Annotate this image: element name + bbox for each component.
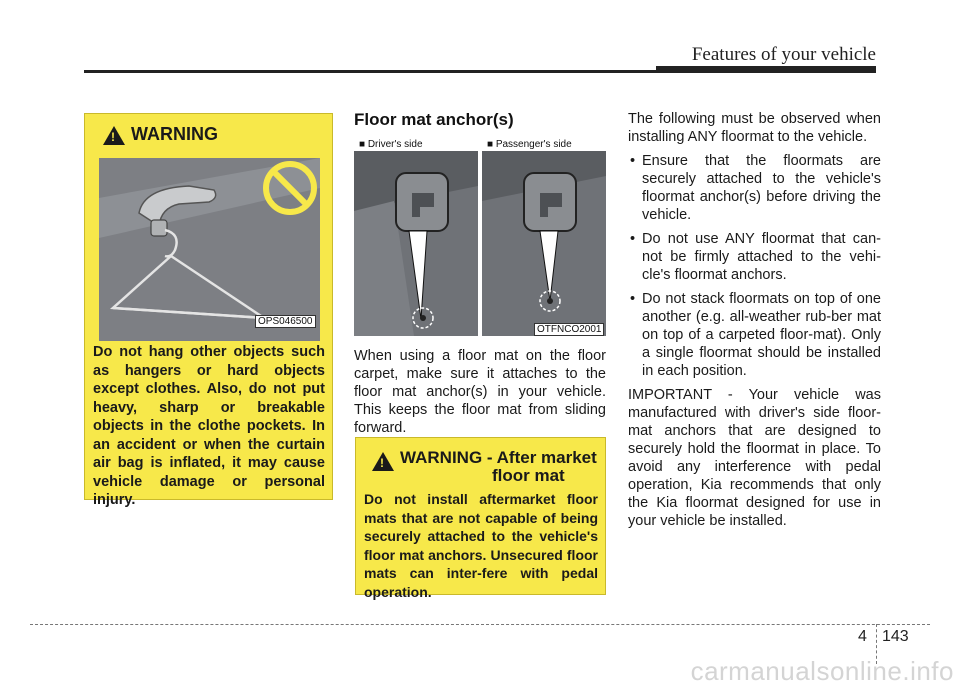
warning-title-line1: WARNING - After market (400, 448, 597, 467)
list-item: • Do not stack floormats on top of one another (e.g. all-weather rub-ber mat on top of a carpeted floor-mat). Only a single floormat should be installed in each position. (628, 290, 881, 380)
figure-code: OTFNCO2001 (534, 323, 604, 336)
list-item: • Do not use ANY floormat that can-not be firmly attached to the vehi-cle's floormat anchors. (628, 230, 881, 284)
header-rule-accent (656, 66, 876, 71)
passengers-side-label: ■ Passenger's side (484, 139, 575, 150)
intro-paragraph: The following must be observed when installing ANY floormat to the vehicle. (628, 111, 881, 145)
image-code: OPS046500 (255, 315, 316, 328)
warning-triangle-icon (103, 126, 125, 145)
drivers-side-photo (354, 151, 478, 336)
chapter-number: 4 (858, 628, 867, 645)
warning-box-hangers (84, 113, 333, 508)
watermark: carmanualsonline.info (690, 656, 954, 686)
warning-title-line2: floor mat (492, 466, 565, 485)
passengers-side-photo (482, 151, 606, 336)
section-heading: Floor mat anchor(s) (354, 110, 514, 129)
drivers-side-label: ■ Driver's side (356, 139, 426, 150)
floor-mat-paragraph: When using a floor mat on the floor carpet, make sure it attaches to the floor mat anchor(s) in your vehicle. This keeps the floor mat from sliding forward. (354, 348, 606, 436)
warning-box-aftermarket (355, 437, 606, 600)
warning-text: Do not hang other objects such as hangers or hard objects except clothes. Also, do not put heavy, sharp or breakable objects in the clothe pockets. In an accident or when the curtain air bag is inflated, it may cause vehicle damage or personal injury. (93, 344, 325, 508)
important-paragraph: IMPORTANT - Your vehicle was manufactured with driver's side floor-mat anchors that are designed to securely hold the floormat in place. To avoid any interference with pedal operation, Kia recommends that only the Kia floormat designed for use in your vehicle be installed. (628, 387, 881, 529)
page-number: 143 (882, 628, 909, 645)
list-item: • Ensure that the floormats are securely attached to the vehicle's floormat anchor(s) before driving the vehicle. (628, 152, 881, 224)
floor-mat-anchor-figure (354, 139, 606, 336)
warning-text: Do not install aftermarket floor mats that are not capable of being securely attached to the vehicle's floor mat anchors. Unsecured floor mats can inter-fere with pedal operation. (364, 491, 598, 600)
page-header-title: Features of your vehicle (691, 44, 876, 65)
warning-triangle-icon (372, 452, 394, 471)
footer-rule (30, 624, 930, 625)
warning-title: WARNING (131, 124, 218, 144)
prohibition-icon (260, 158, 320, 218)
right-column (628, 110, 881, 536)
